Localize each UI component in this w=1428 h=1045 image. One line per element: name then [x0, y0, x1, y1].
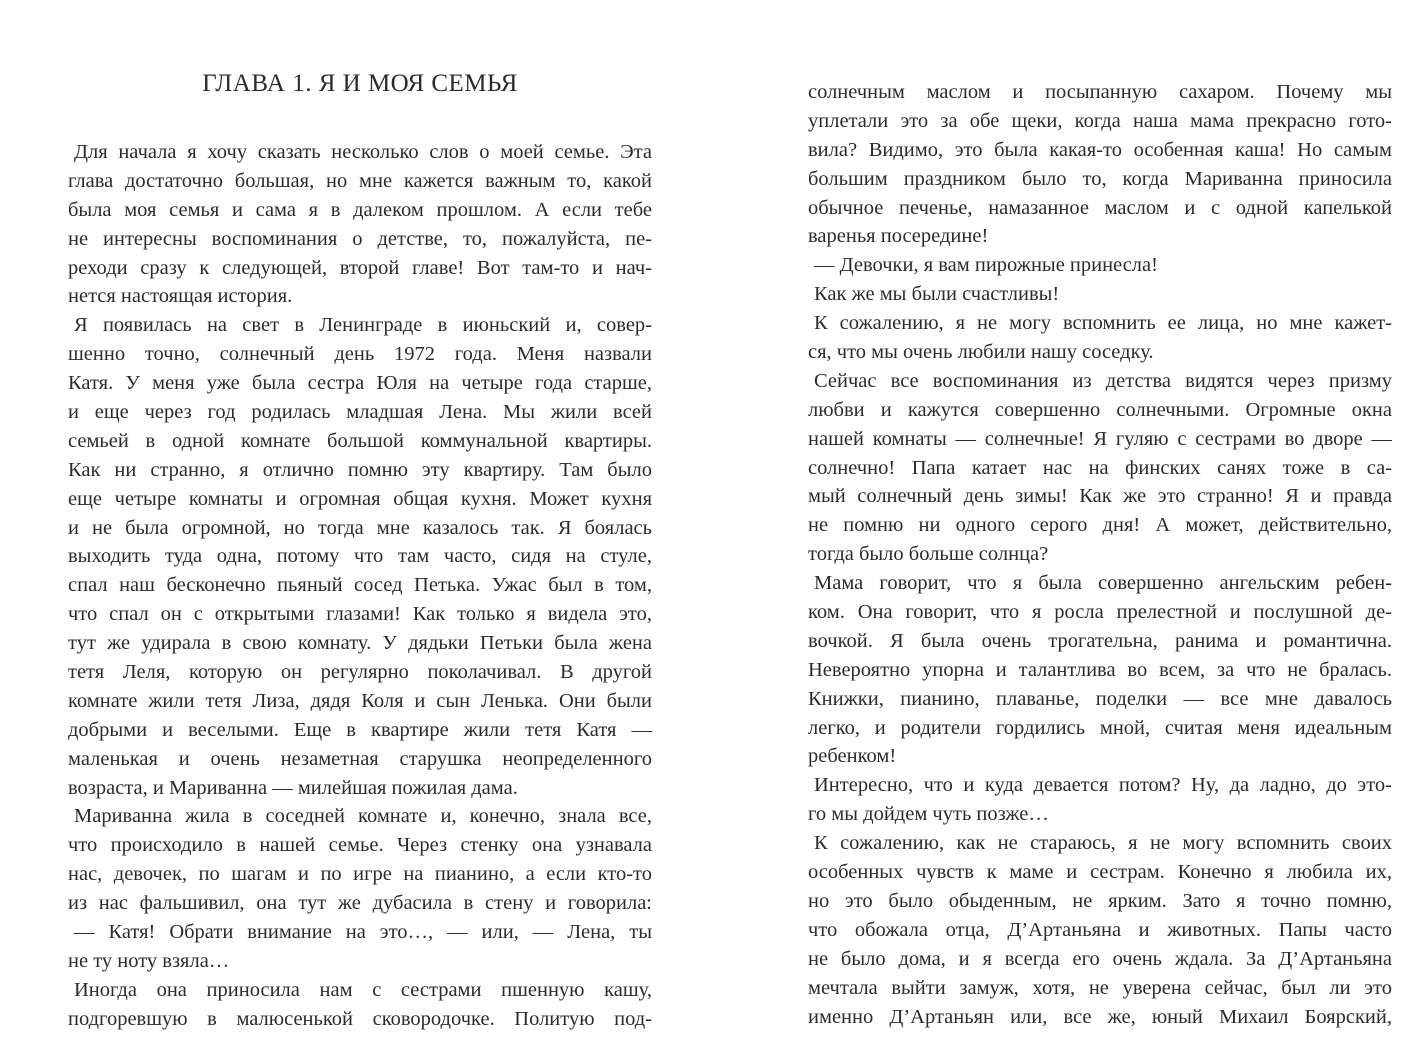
text-line: именно Д’Артаньян или, все же, юный Михаил Боярский,	[808, 1005, 1392, 1028]
right-page-text	[808, 78, 1392, 1031]
text-line: шенно точно, солнечный день 1972 года. Меня назвали	[68, 343, 652, 366]
text-line: реходи сразу к следующей, второй главе! Вот там-то и нач-	[68, 256, 652, 279]
text-line: солнечным маслом и посыпанную сахаром. Почему мы	[808, 81, 1392, 103]
text-line: — Девочки, я вам пирожные принесла!	[814, 254, 1158, 277]
text-line: тетя Леля, которую он регулярно поколачивал. В другой	[68, 661, 652, 684]
text-line: не помню ни одного серого дня! А может, действительно,	[808, 514, 1392, 537]
text-line: но это было обыденным, не ярким. Зато я точно помню,	[808, 889, 1392, 912]
text-line: вила? Видимо, это была какая-то особенная каша! Но самым	[808, 138, 1392, 161]
text-line: обычное печенье, намазанное маслом и с одной капелькой	[808, 196, 1392, 219]
text-line: Как же мы были счастливы!	[814, 283, 1060, 306]
text-line: семьей в одной комнате большой коммунальной квартиры.	[68, 429, 652, 452]
text-line: подгоревшую в малюсенькой сковородочке. Политую под-	[68, 1007, 652, 1030]
text-line: Мариванна жила в соседней комнате и, конечно, знала все,	[74, 805, 652, 828]
text-line: еще четыре комнаты и огромная общая кухня. Может кухня	[68, 487, 652, 510]
text-line: не интересны воспоминания о детстве, то, пожалуйста, пе-	[68, 227, 652, 250]
text-line: особенных чувств к маме и сестрам. Конечно я любила их,	[808, 861, 1392, 884]
text-line: тут же удирала в свою комнату. У дядьки Петьки была жена	[68, 632, 652, 655]
text-line: мечтала выйти замуж, хотя, не уверена сейчас, был ли это	[808, 976, 1392, 999]
text-line: уплетали это за обе щеки, когда наша мама прекрасно гото-	[808, 109, 1392, 132]
text-line: возраста, и Мариванна — милейшая пожилая дама.	[68, 776, 518, 799]
text-line: Книжки, пианино, плаванье, поделки — все мне давалось	[808, 687, 1392, 710]
text-line: не ту ноту взяла…	[68, 949, 230, 972]
text-line: что происходило в нашей семье. Через стенку она узнавала	[68, 834, 652, 857]
text-line: Катя. У меня уже была сестра Юля на четыре года старше,	[68, 372, 652, 395]
text-line: мый солнечный день зимы! Как же это странно! Я и правда	[808, 485, 1392, 508]
chapter-title: ГЛАВА 1. Я И МОЯ СЕМЬЯ	[202, 70, 518, 97]
text-line: Интересно, что и куда девается потом? Ну, да ладно, до это-	[814, 774, 1392, 797]
text-line: глава достаточно большая, но мне кажется важным то, какой	[68, 169, 652, 192]
text-line: была моя семья и сама я в далеком прошлом. А если тебе	[68, 198, 652, 221]
text-line: маленькая и очень незаметная старушка неопределенного	[68, 747, 652, 770]
text-line: К сожалению, я не могу вспомнить ее лица, но мне кажет-	[814, 312, 1392, 335]
text-line: Как ни странно, я отлично помню эту квартиру. Там было	[68, 458, 652, 481]
text-line: легко, и родители гордились мной, считая меня идеальным	[808, 716, 1392, 739]
text-line: Сейчас все воспоминания из детства видятся через призму	[814, 369, 1392, 392]
text-line: Я появилась на свет в Ленинграде в июньский и, совер-	[74, 314, 652, 337]
text-line: варенья посередине!	[808, 225, 989, 248]
left-page-text	[68, 138, 652, 1034]
text-line: из нас фальшивил, она тут же дубасила в стену и говорила:	[68, 892, 652, 915]
text-line: что спал он с открытыми глазами! Как только я видела это,	[68, 603, 652, 626]
text-line: и не была огромной, но тогда мне казалось так. Я боялась	[68, 516, 652, 539]
text-line: ком. Она говорит, что я росла прелестной и послушной де-	[808, 601, 1392, 624]
text-line: и еще через год родилась младшая Лена. Мы жили всей	[68, 401, 652, 424]
text-line: вочкой. Я была очень трогательна, ранима и романтична.	[808, 629, 1392, 652]
text-line: ребенком!	[808, 745, 897, 768]
text-line: нется настоящая история.	[68, 285, 293, 308]
text-line: Мама говорит, что я была совершенно ангельским ребен-	[814, 572, 1392, 595]
text-line: го мы дойдем чуть позже…	[808, 803, 1049, 826]
text-line: тогда было больше солнца?	[808, 543, 1049, 566]
text-line: комнате жили тетя Лиза, дядя Коля и сын Ленька. Они были	[68, 689, 652, 712]
text-line: любви и кажутся совершенно солнечными. Огромные окна	[808, 398, 1392, 421]
text-line: спал наш бесконечно пьяный сосед Петька. Ужас был в том,	[68, 574, 652, 597]
text-line: солнечно! Папа катает нас на финских санях тоже в са-	[808, 456, 1392, 479]
text-line: нашей комнаты — солнечные! Я гуляю с сестрами во дворе —	[808, 427, 1392, 450]
text-line: выходить туда одна, потому что там часто, сидя на стуле,	[68, 545, 652, 568]
text-line: — Катя! Обрати внимание на это…, — или, — Лена, ты	[74, 921, 652, 944]
text-line: добрыми и веселыми. Еще в квартире жили тетя Катя —	[68, 718, 652, 741]
text-line: К сожалению, как не стараюсь, я не могу вспомнить своих	[814, 832, 1392, 855]
text-line: ся, что мы очень любили нашу соседку.	[808, 341, 1154, 364]
text-line: Невероятно упорна и талантлива во всем, за что не бралась.	[808, 658, 1392, 681]
text-line: нас, девочек, по шагам и по игре на пианино, а если кто-то	[68, 863, 652, 886]
text-line: Для начала я хочу сказать несколько слов о моей семье. Эта	[74, 141, 652, 163]
text-line: что обожала отца, Д’Артаньяна и животных. Папы часто	[808, 918, 1392, 941]
text-line: Иногда она приносила нам с сестрами пшенную кашу,	[74, 978, 652, 1001]
text-line: большим праздником было то, когда Мариванна приносила	[808, 167, 1392, 190]
text-line: не было дома, и я всегда его очень ждала. За Д’Артаньяна	[808, 947, 1392, 970]
